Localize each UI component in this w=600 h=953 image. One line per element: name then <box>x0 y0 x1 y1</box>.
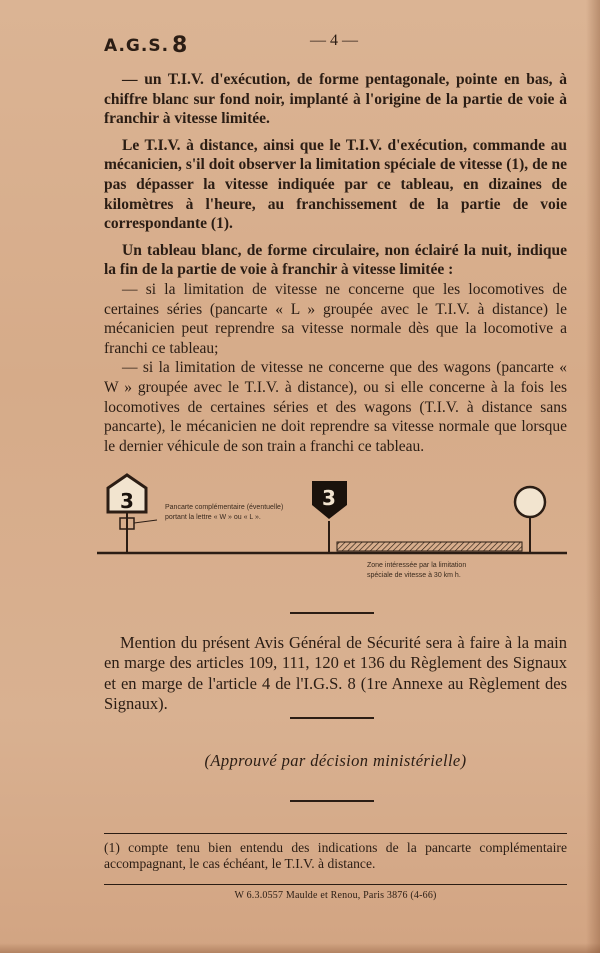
paragraph-execution-sign: — un T.I.V. d'exécution, de forme pentagonale, pointe en bas, à chiffre blanc sur fond noir, implanté à l'origine de la partie de voie à franchir à vitesse limitée. <box>104 71 567 128</box>
reference-number: 8 <box>172 33 189 58</box>
paper-bottom-shadow <box>0 943 600 953</box>
paragraph-wagons-case: — si la limitation de vitesse ne concerne que des wagons (pancarte « W » groupée avec le T.I.V. à distance), ou si elle concerne à la fois les locomotives de certaines séries et des wagons (T.I.V. à distance sans pancarte), le mécanicien ne doit reprendre sa vitesse normale que lorsque le dernier véhicule de son train a franchi ce tableau. <box>104 359 567 455</box>
paragraph-locomotives-case: — si la limitation de vitesse ne concerne que les locomotives de certaines séries (pancarte « L » groupée avec le T.I.V. à distance) le mécanicien peut reprendre sa vitesse normale dès que la locomotive a franchi ce tableau; <box>104 280 567 357</box>
reference-prefix: A.G.S. <box>104 36 170 56</box>
zone-label: Zone intéressée par la limitation spéciale de vitesse à 30 km h. <box>367 562 467 579</box>
footnote: (1) compte tenu bien entendu des indications de la pancarte complémentaire accompagnant, le cas échéant, le T.I.V. à distance. <box>104 840 567 871</box>
body-text <box>104 70 567 463</box>
signal-diagram <box>97 473 567 593</box>
distance-sign-value: 3 <box>120 489 134 513</box>
distance-sign-icon <box>108 475 157 553</box>
footnote-rule <box>104 833 567 834</box>
imprint-rule <box>104 884 567 885</box>
mention-paragraph: Mention du présent Avis Général de Sécurité sera à faire à la main en marge des articles 109, 111, 120 et 136 du Règlement des Signaux et en marge de l'article 4 de l'I.G.S. 8 (1re Annexe au Règlement des Signaux). <box>104 633 567 713</box>
execution-sign-value: 3 <box>322 486 336 510</box>
signal-diagram-drawing <box>97 473 567 593</box>
separator <box>290 612 374 614</box>
page-header <box>104 30 560 56</box>
limited-zone-hatch <box>337 542 522 551</box>
document-reference <box>104 32 188 57</box>
printer-imprint: W 6.3.0557 Maulde et Renou, Paris 3876 (4-66) <box>234 890 437 901</box>
paragraph-end-sign: Un tableau blanc, de forme circulaire, non éclairé la nuit, indique la fin de la partie de voie à franchir à vitesse limitée : <box>104 241 567 279</box>
pancarte-label: Pancarte complémentaire (éventuelle) portant la lettre « W » ou « L ». <box>165 504 284 521</box>
paragraph-distance-sign: Le T.I.V. à distance, ainsi que le T.I.V. d'exécution, commande au mécanicien, s'il doit observer la limitation spéciale de vitesse (1), de ne pas dépasser la vitesse indiquée par ce tableau, en dizaines de kilomètres à l'heure, au franchissement de la partie de voie correspondante (1). <box>104 136 567 233</box>
approval-line: (Approuvé par décision ministérielle) <box>204 751 467 770</box>
page-number: — 4 — <box>310 32 358 49</box>
paper-edge-shadow <box>586 0 600 953</box>
separator <box>290 717 374 719</box>
separator <box>290 800 374 802</box>
